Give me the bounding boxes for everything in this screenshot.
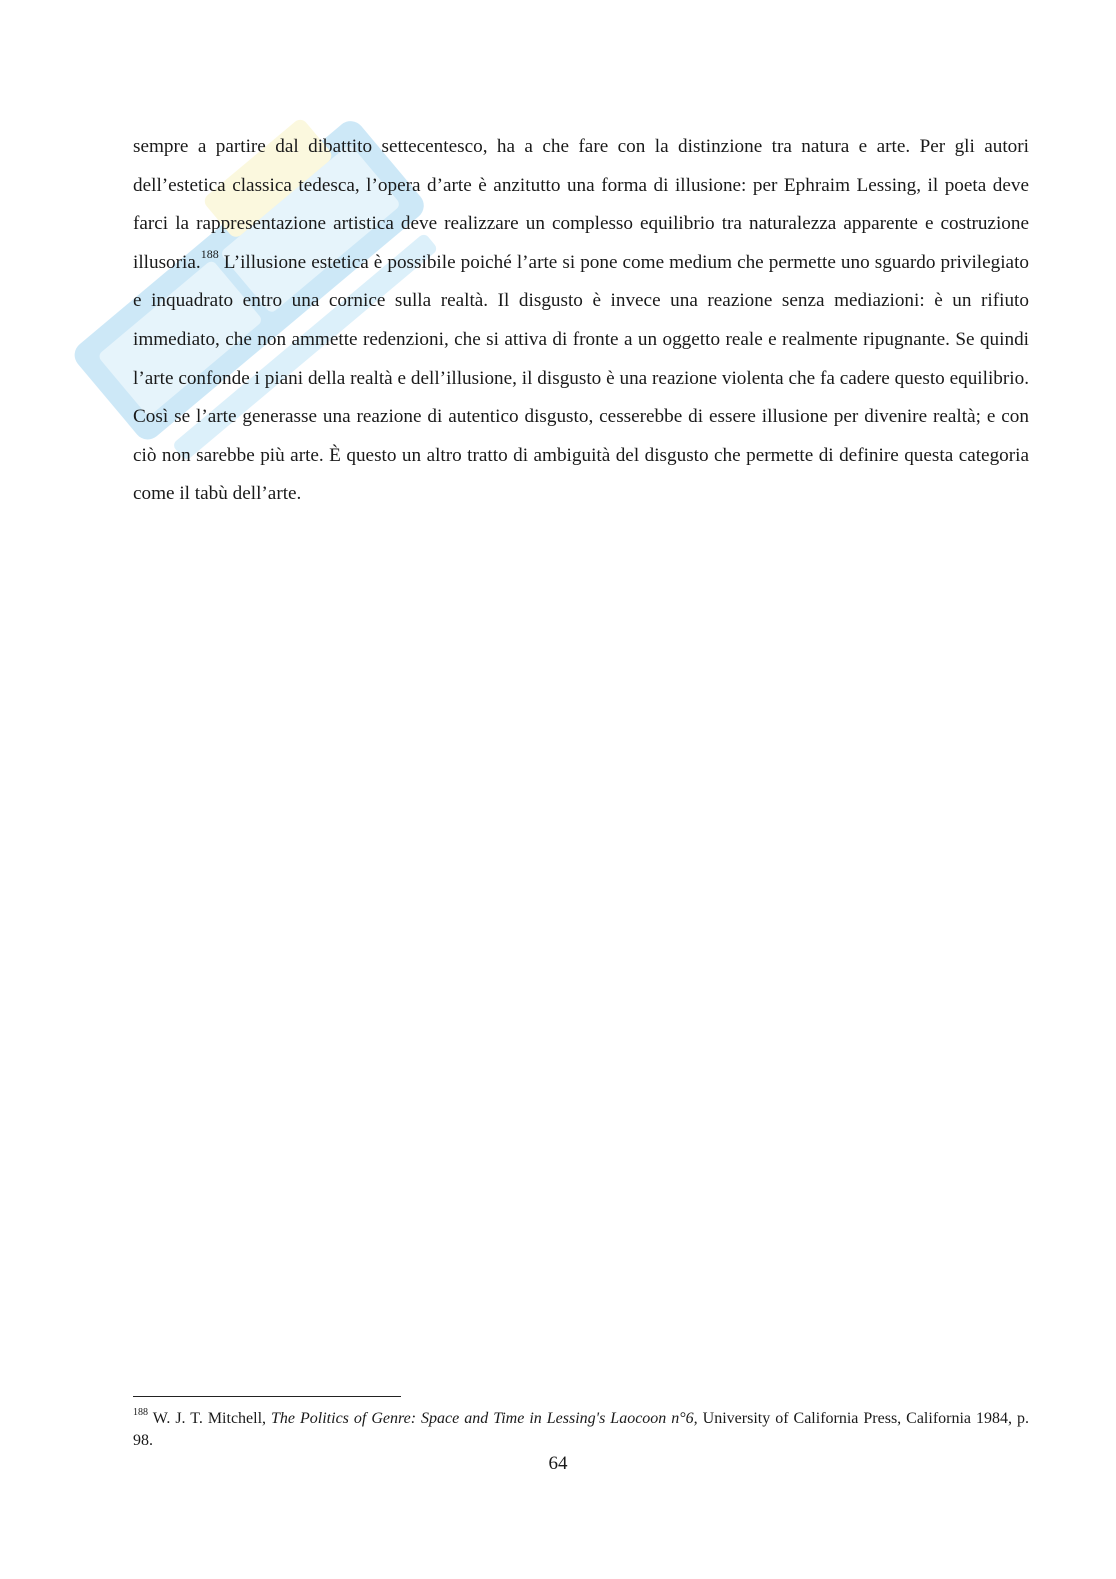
footnote-publisher: University of California Press, California 1984, p. 98.: [133, 1410, 1030, 1449]
footnote-author: W. J. T. Mitchell,: [148, 1410, 272, 1427]
body-paragraph: [133, 128, 1029, 514]
footnote-separator: [133, 1396, 401, 1397]
paragraph-text-part1: sempre a partire dal dibattito settecentesco, ha a che fare con la distinzione tra natura e arte. Per gli autori dell’estetica classica tedesca, l’opera d’arte è anzitutto una forma di illusione: per Ephraim Lessing, il poeta deve farci la rappresentazione artistica deve realizzare un complesso equilibrio tra naturalezza apparente e costruzione illusoria.: [133, 136, 1029, 273]
footnote-title: The Politics of Genre: Space and Time in Lessing's Laocoon n°6,: [271, 1410, 698, 1427]
footnote-reference[interactable]: 188: [200, 247, 219, 262]
paragraph-text-part2: L’illusione estetica è possibile poiché l’arte si pone come medium che permette uno sguardo privilegiato e inquadrato entro una cornice sulla realtà. Il disgusto è invece una reazione senza mediazioni: è un rifiuto immediato, che non ammette redenzioni, che si attiva di fronte a un oggetto reale e realmente ripugnante. Se quindi l’arte confonde i piani della realtà e dell’illusione, il disgusto è una reazione violenta che fa cadere questo equilibrio. Così se l’arte generasse una reazione di autentico disgusto, cesserebbe di essere illusione per divenire realtà; e con ciò non sarebbe più arte. È questo un altro tratto di ambiguità del disgusto che permette di definire questa categoria come il tabù dell’arte.: [133, 251, 1029, 505]
page-number: 64: [548, 1453, 568, 1474]
footnote-number: 188: [133, 1406, 148, 1418]
footnote: [133, 1408, 1029, 1452]
